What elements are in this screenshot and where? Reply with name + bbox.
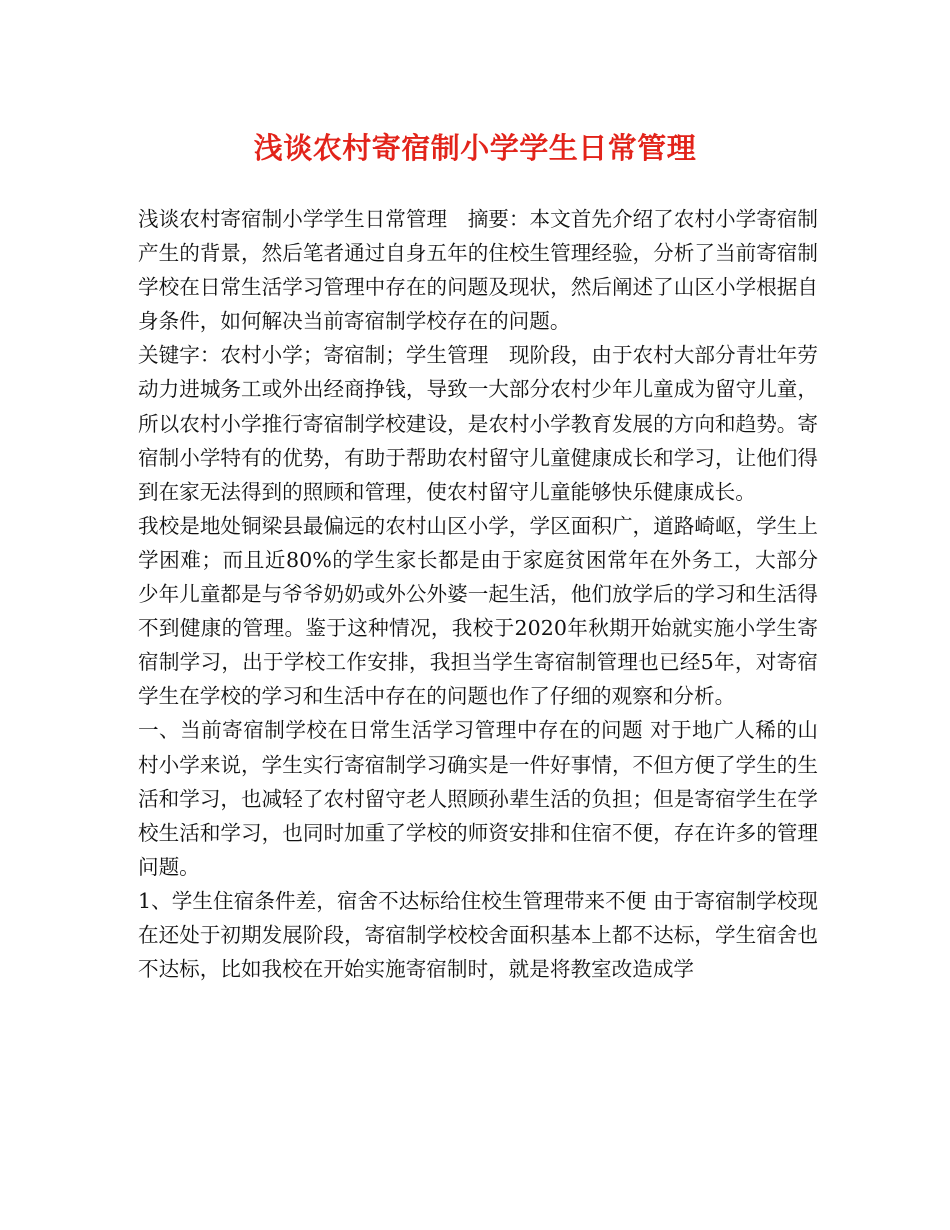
paragraph-item-one: 1、学生住宿条件差，宿舍不达标给住校生管理带来不便 由于寄宿制学校现在还处于初期发展阶段，寄宿制学校校舍面积基本上都不达标，学生宿舍也不达标，比如我校在开始实施寄宿制时，就是将教室改造成学	[138, 888, 818, 982]
document-title: 浅谈农村寄宿制小学学生日常管理	[253, 131, 697, 165]
paragraph-school-background: 我校是地处铜梁县最偏远的农村山区小学，学区面积广，道路崎岖，学生上学困难；而且近80%的学生家长都是由于家庭贫困常年在外务工，大部分少年儿童都是与爷爷奶奶或外公外婆一起生活，他们放学后的学习和生活得不到健康的管理。鉴于这种情况，我校于2020年秋期开始就实施小学生寄宿制学习，出于学校工作安排，我担当学生寄宿制管理也已经5年，对寄宿学生在学校的学习和生活中存在的问题也作了仔细的观察和分析。	[138, 513, 818, 709]
paragraph-section-one: 一、当前寄宿制学校在日常生活学习管理中存在的问题 对于地广人稀的山村小学来说，学生实行寄宿制学习确实是一件好事情，不但方便了学生的生活和学习，也减轻了农村留守老人照顾孙辈生活的负担；但是寄宿学生在学校生活和学习，也同时加重了学校的师资安排和住宿不便，存在许多的管理问题。	[138, 718, 818, 879]
paragraph-abstract: 浅谈农村寄宿制小学学生日常管理 摘要：本文首先介绍了农村小学寄宿制产生的背景，然后笔者通过自身五年的住校生管理经验，分析了当前寄宿制学校在日常生活学习管理中存在的问题及现状，然后阐述了山区小学根据自身条件，如何解决当前寄宿制学校存在的问题。	[138, 207, 818, 334]
document-body	[138, 202, 818, 986]
paragraph-keywords: 关键字：农村小学；寄宿制；学生管理 现阶段，由于农村大部分青壮年劳动力进城务工或外出经商挣钱，导致一大部分农村少年儿童成为留守儿童，所以农村小学推行寄宿制学校建设，是农村小学教育发展的方向和趋势。寄宿制小学特有的优势，有助于帮助农村留守儿童健康成长和学习，让他们得到在家无法得到的照顾和管理，使农村留守儿童能够快乐健康成长。	[138, 343, 818, 504]
